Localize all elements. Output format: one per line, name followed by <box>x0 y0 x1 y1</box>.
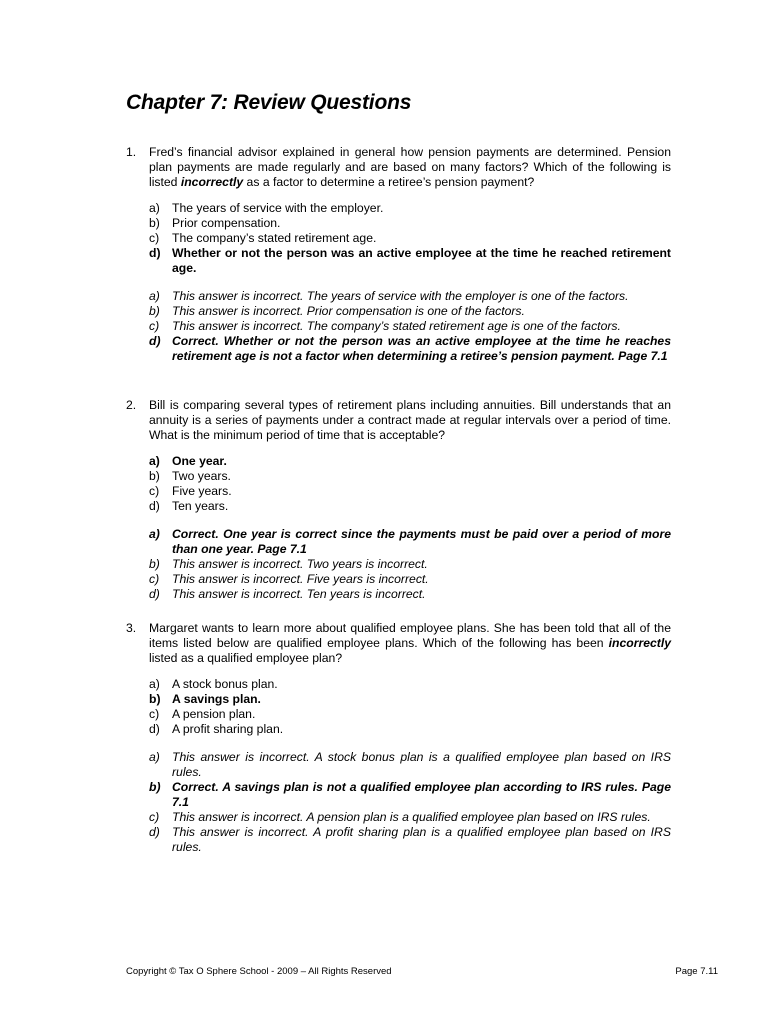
page-title: Chapter 7: Review Questions <box>126 91 412 114</box>
question-2 <box>126 398 671 602</box>
explanation-c: c) This answer is incorrect. A pension plan is a qualified employee plan based on IRS rules. <box>149 810 651 824</box>
option-b: b) Two years. <box>149 469 231 483</box>
question-text: Margaret wants to learn more about qualified employee plans. She has been told that all of the items listed below are qualified employee plans. Which of the following has been incorrectly listed as a qualified employee plan? <box>149 621 671 665</box>
answer-explanations <box>149 527 671 602</box>
emphasis-text: incorrectly <box>608 636 671 650</box>
answer-options <box>149 454 671 514</box>
explanation-c: c) This answer is incorrect. Five years is incorrect. <box>149 572 429 586</box>
explanation-b: b) This answer is incorrect. Two years is incorrect. <box>149 557 428 571</box>
option-c: c) The company’s stated retirement age. <box>149 231 377 245</box>
explanation-d: d) This answer is incorrect. Ten years is incorrect. <box>149 587 426 601</box>
option-a-correct: a) One year. <box>149 454 227 468</box>
explanation-c: c) This answer is incorrect. The company’s stated retirement age is one of the factors. <box>149 319 621 333</box>
option-d: d) A profit sharing plan. <box>149 722 284 736</box>
option-b-correct: b) A savings plan. <box>149 692 261 706</box>
option-c: c) Five years. <box>149 484 232 498</box>
question-text: Bill is comparing several types of retirement plans including annuities. Bill understands that an annuity is a series of payments under a contract made at regular intervals over a period of time. What is the minimum period of time that is acceptable? <box>149 398 671 442</box>
option-b: b) Prior compensation. <box>149 216 281 230</box>
option-a: a) A stock bonus plan. <box>149 677 278 691</box>
question-number: 2. <box>126 398 137 412</box>
explanation-d-correct: d) Correct. Whether or not the person was an active employee at the time he reaches retirement age is not a factor when determining a retiree’s pension payment. Page 7.1 <box>149 334 671 363</box>
option-d-correct: d) Whether or not the person was an active employee at the time he reached retirement age. <box>149 246 671 275</box>
footer-page-number: Page 7.11 <box>675 966 718 977</box>
question-number: 1. <box>126 145 137 159</box>
explanation-b-correct: b) Correct. A savings plan is not a qualified employee plan according to IRS rules. Page 7.1 <box>149 780 671 809</box>
answer-options <box>149 677 671 737</box>
explanation-a: a) This answer is incorrect. The years of service with the employer is one of the factors. <box>149 289 629 303</box>
emphasis-text: incorrectly <box>180 175 244 189</box>
answer-explanations <box>149 750 671 855</box>
option-c: c) A pension plan. <box>149 707 256 721</box>
explanation-a: a) This answer is incorrect. A stock bonus plan is a qualified employee plan based on IRS rules. <box>149 750 671 779</box>
question-number: 3. <box>126 621 137 635</box>
explanation-a-correct: a) Correct. One year is correct since the payments must be paid over a period of more than one year. Page 7.1 <box>149 527 671 556</box>
question-3 <box>126 621 671 855</box>
footer-copyright: Copyright © Tax O Sphere School - 2009 – All Rights Reserved <box>126 966 392 977</box>
option-a: a) The years of service with the employer. <box>149 201 384 215</box>
answer-explanations <box>149 289 671 364</box>
question-text: Fred’s financial advisor explained in general how pension payments are determined. Pension plan payments are made regularly and are based on many factors? Which of the following is listed incorrectly as a factor to determine a retiree’s pension payment? <box>149 145 671 189</box>
question-1 <box>126 145 671 364</box>
option-d: d) Ten years. <box>149 499 229 513</box>
explanation-b: b) This answer is incorrect. Prior compensation is one of the factors. <box>149 304 525 318</box>
explanation-d: d) This answer is incorrect. A profit sharing plan is a qualified employee plan based on IRS rules. <box>149 825 671 854</box>
answer-options <box>149 201 671 276</box>
